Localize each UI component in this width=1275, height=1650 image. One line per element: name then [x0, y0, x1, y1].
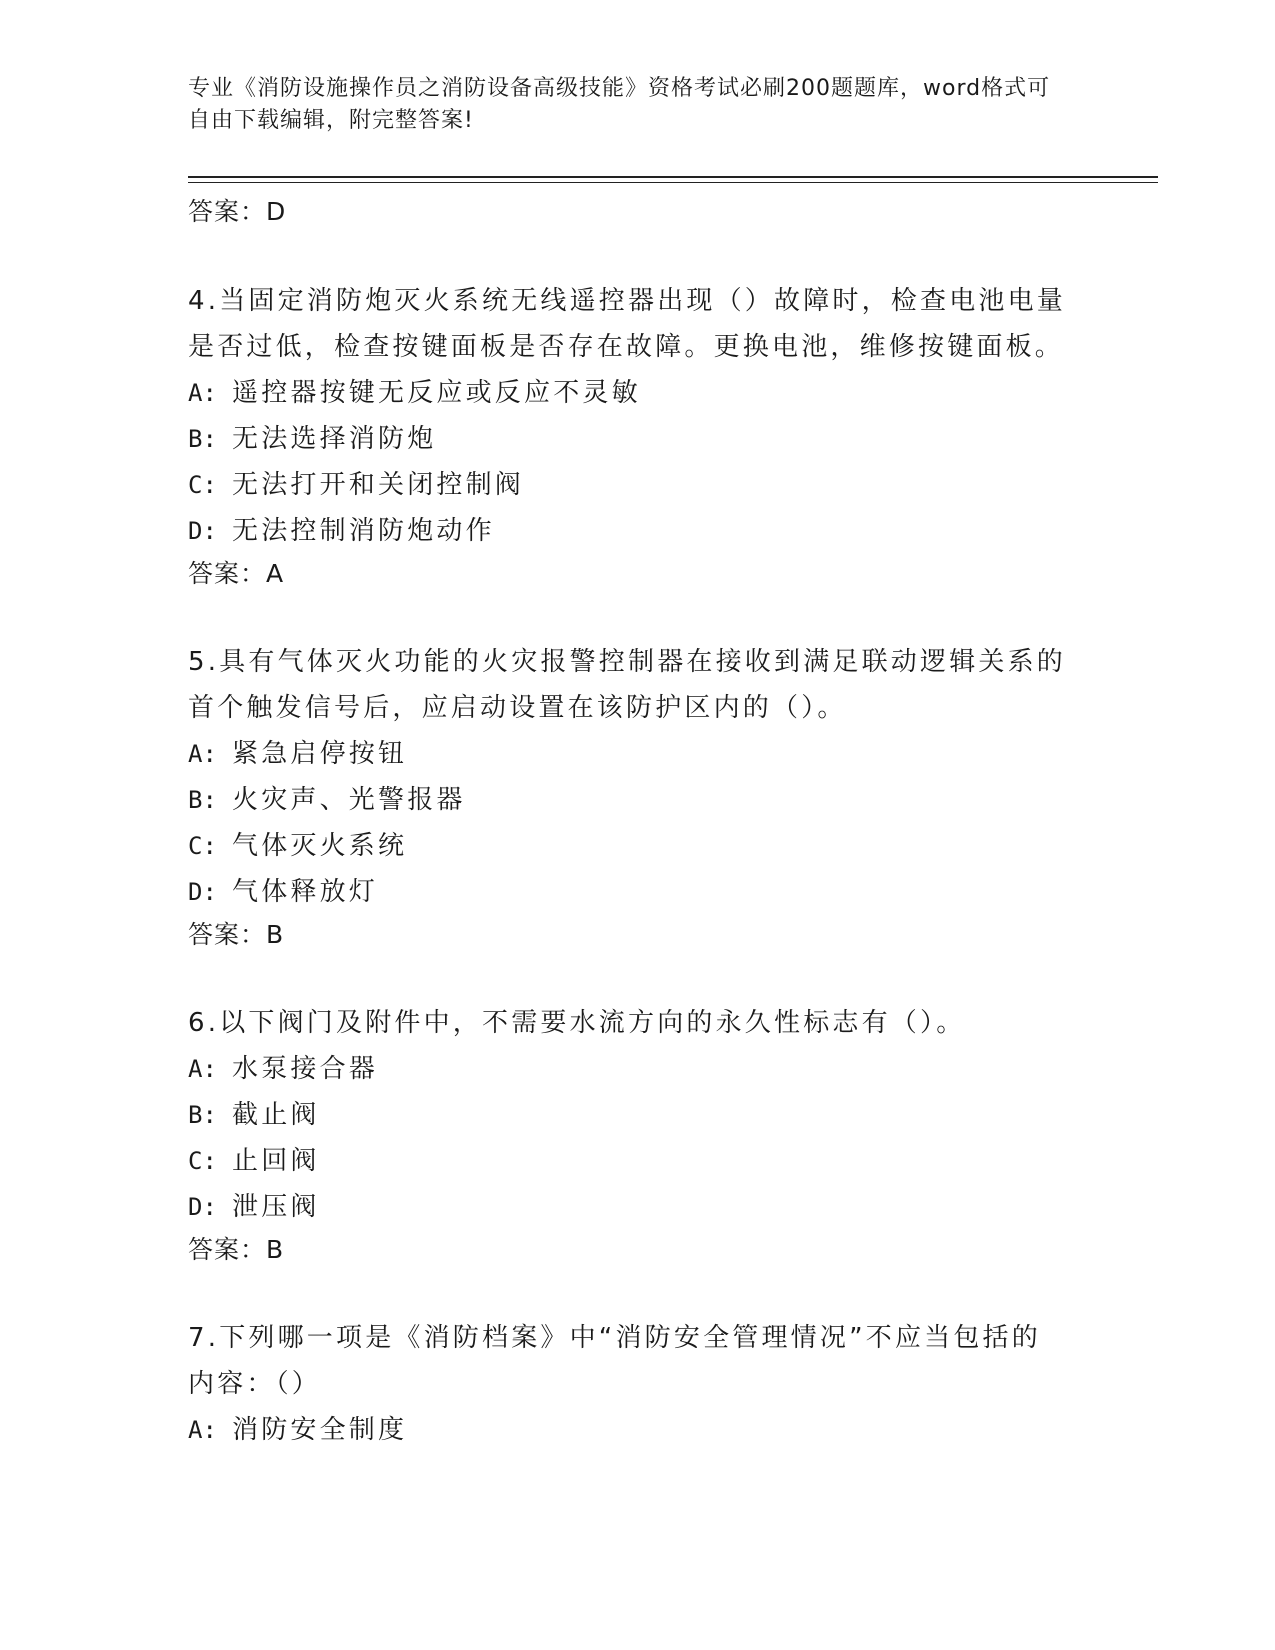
option-b: [188, 1092, 1068, 1138]
option-d: [188, 508, 1068, 554]
document-header: 专业《消防设施操作员之消防设备高级技能》资格考试必刷200题题库，word格式可自由下载编辑，附完整答案!: [188, 76, 1051, 133]
question-stem: 5.具有气体灭火功能的火灾报警控制器在接收到满足联动逻辑关系的首个触发信号后，应启动设置在该防护区内的（）。: [188, 647, 1067, 723]
option-a: [188, 731, 1068, 777]
option-d: [188, 1184, 1068, 1230]
option-letter: B:: [188, 786, 217, 814]
previous-answer: 答案：D: [188, 197, 287, 226]
option-a: [188, 1407, 1068, 1453]
option-letter: A:: [188, 1055, 217, 1083]
option-text: 泄压阀: [232, 1192, 320, 1222]
option-letter: A:: [188, 1416, 217, 1444]
option-text: 遥控器按键无反应或反应不灵敏: [232, 378, 641, 408]
option-letter: B:: [188, 425, 217, 453]
option-d: [188, 869, 1068, 915]
question-7: [188, 1315, 1068, 1453]
option-text: 紧急启停按钮: [232, 739, 408, 769]
option-text: 无法控制消防炮动作: [232, 516, 495, 546]
option-text: 气体释放灯: [232, 877, 379, 907]
option-text: 截止阀: [232, 1100, 320, 1130]
question-5: [188, 639, 1068, 955]
option-letter: D:: [188, 878, 217, 906]
option-text: 无法打开和关闭控制阀: [232, 470, 525, 500]
option-b: [188, 416, 1068, 462]
option-letter: C:: [188, 471, 217, 499]
question-4: [188, 278, 1068, 594]
option-letter: D:: [188, 1193, 217, 1221]
option-text: 气体灭火系统: [232, 831, 408, 861]
question-stem: 6.以下阀门及附件中，不需要水流方向的永久性标志有（）。: [188, 1008, 966, 1038]
option-letter: C:: [188, 1147, 217, 1175]
option-text: 水泵接合器: [232, 1054, 379, 1084]
option-letter: A:: [188, 379, 217, 407]
answer-line: 答案：A: [188, 559, 285, 588]
answer-line: 答案：B: [188, 1235, 285, 1264]
option-letter: D:: [188, 517, 217, 545]
option-text: 消防安全制度: [232, 1415, 408, 1445]
option-text: 无法选择消防炮: [232, 424, 437, 454]
option-b: [188, 777, 1068, 823]
question-6: [188, 1000, 1068, 1270]
option-a: [188, 1046, 1068, 1092]
option-text: 火灾声、光警报器: [232, 785, 466, 815]
question-stem: 4.当固定消防炮灭火系统无线遥控器出现（）故障时，检查电池电量是否过低，检查按键面板是否存在故障。更换电池，维修按键面板。: [188, 286, 1067, 362]
option-a: [188, 370, 1068, 416]
question-stem: 7.下列哪一项是《消防档案》中“消防安全管理情况”不应当包括的内容：（）: [188, 1323, 1041, 1399]
answer-line: 答案：B: [188, 920, 285, 949]
option-letter: B:: [188, 1101, 217, 1129]
option-c: [188, 823, 1068, 869]
option-letter: A:: [188, 740, 217, 768]
option-letter: C:: [188, 832, 217, 860]
option-text: 止回阀: [232, 1146, 320, 1176]
option-c: [188, 1138, 1068, 1184]
header-divider-thin: [188, 182, 1158, 183]
header-divider-thick: [188, 176, 1158, 178]
question-list: [188, 192, 1068, 1498]
option-c: [188, 462, 1068, 508]
